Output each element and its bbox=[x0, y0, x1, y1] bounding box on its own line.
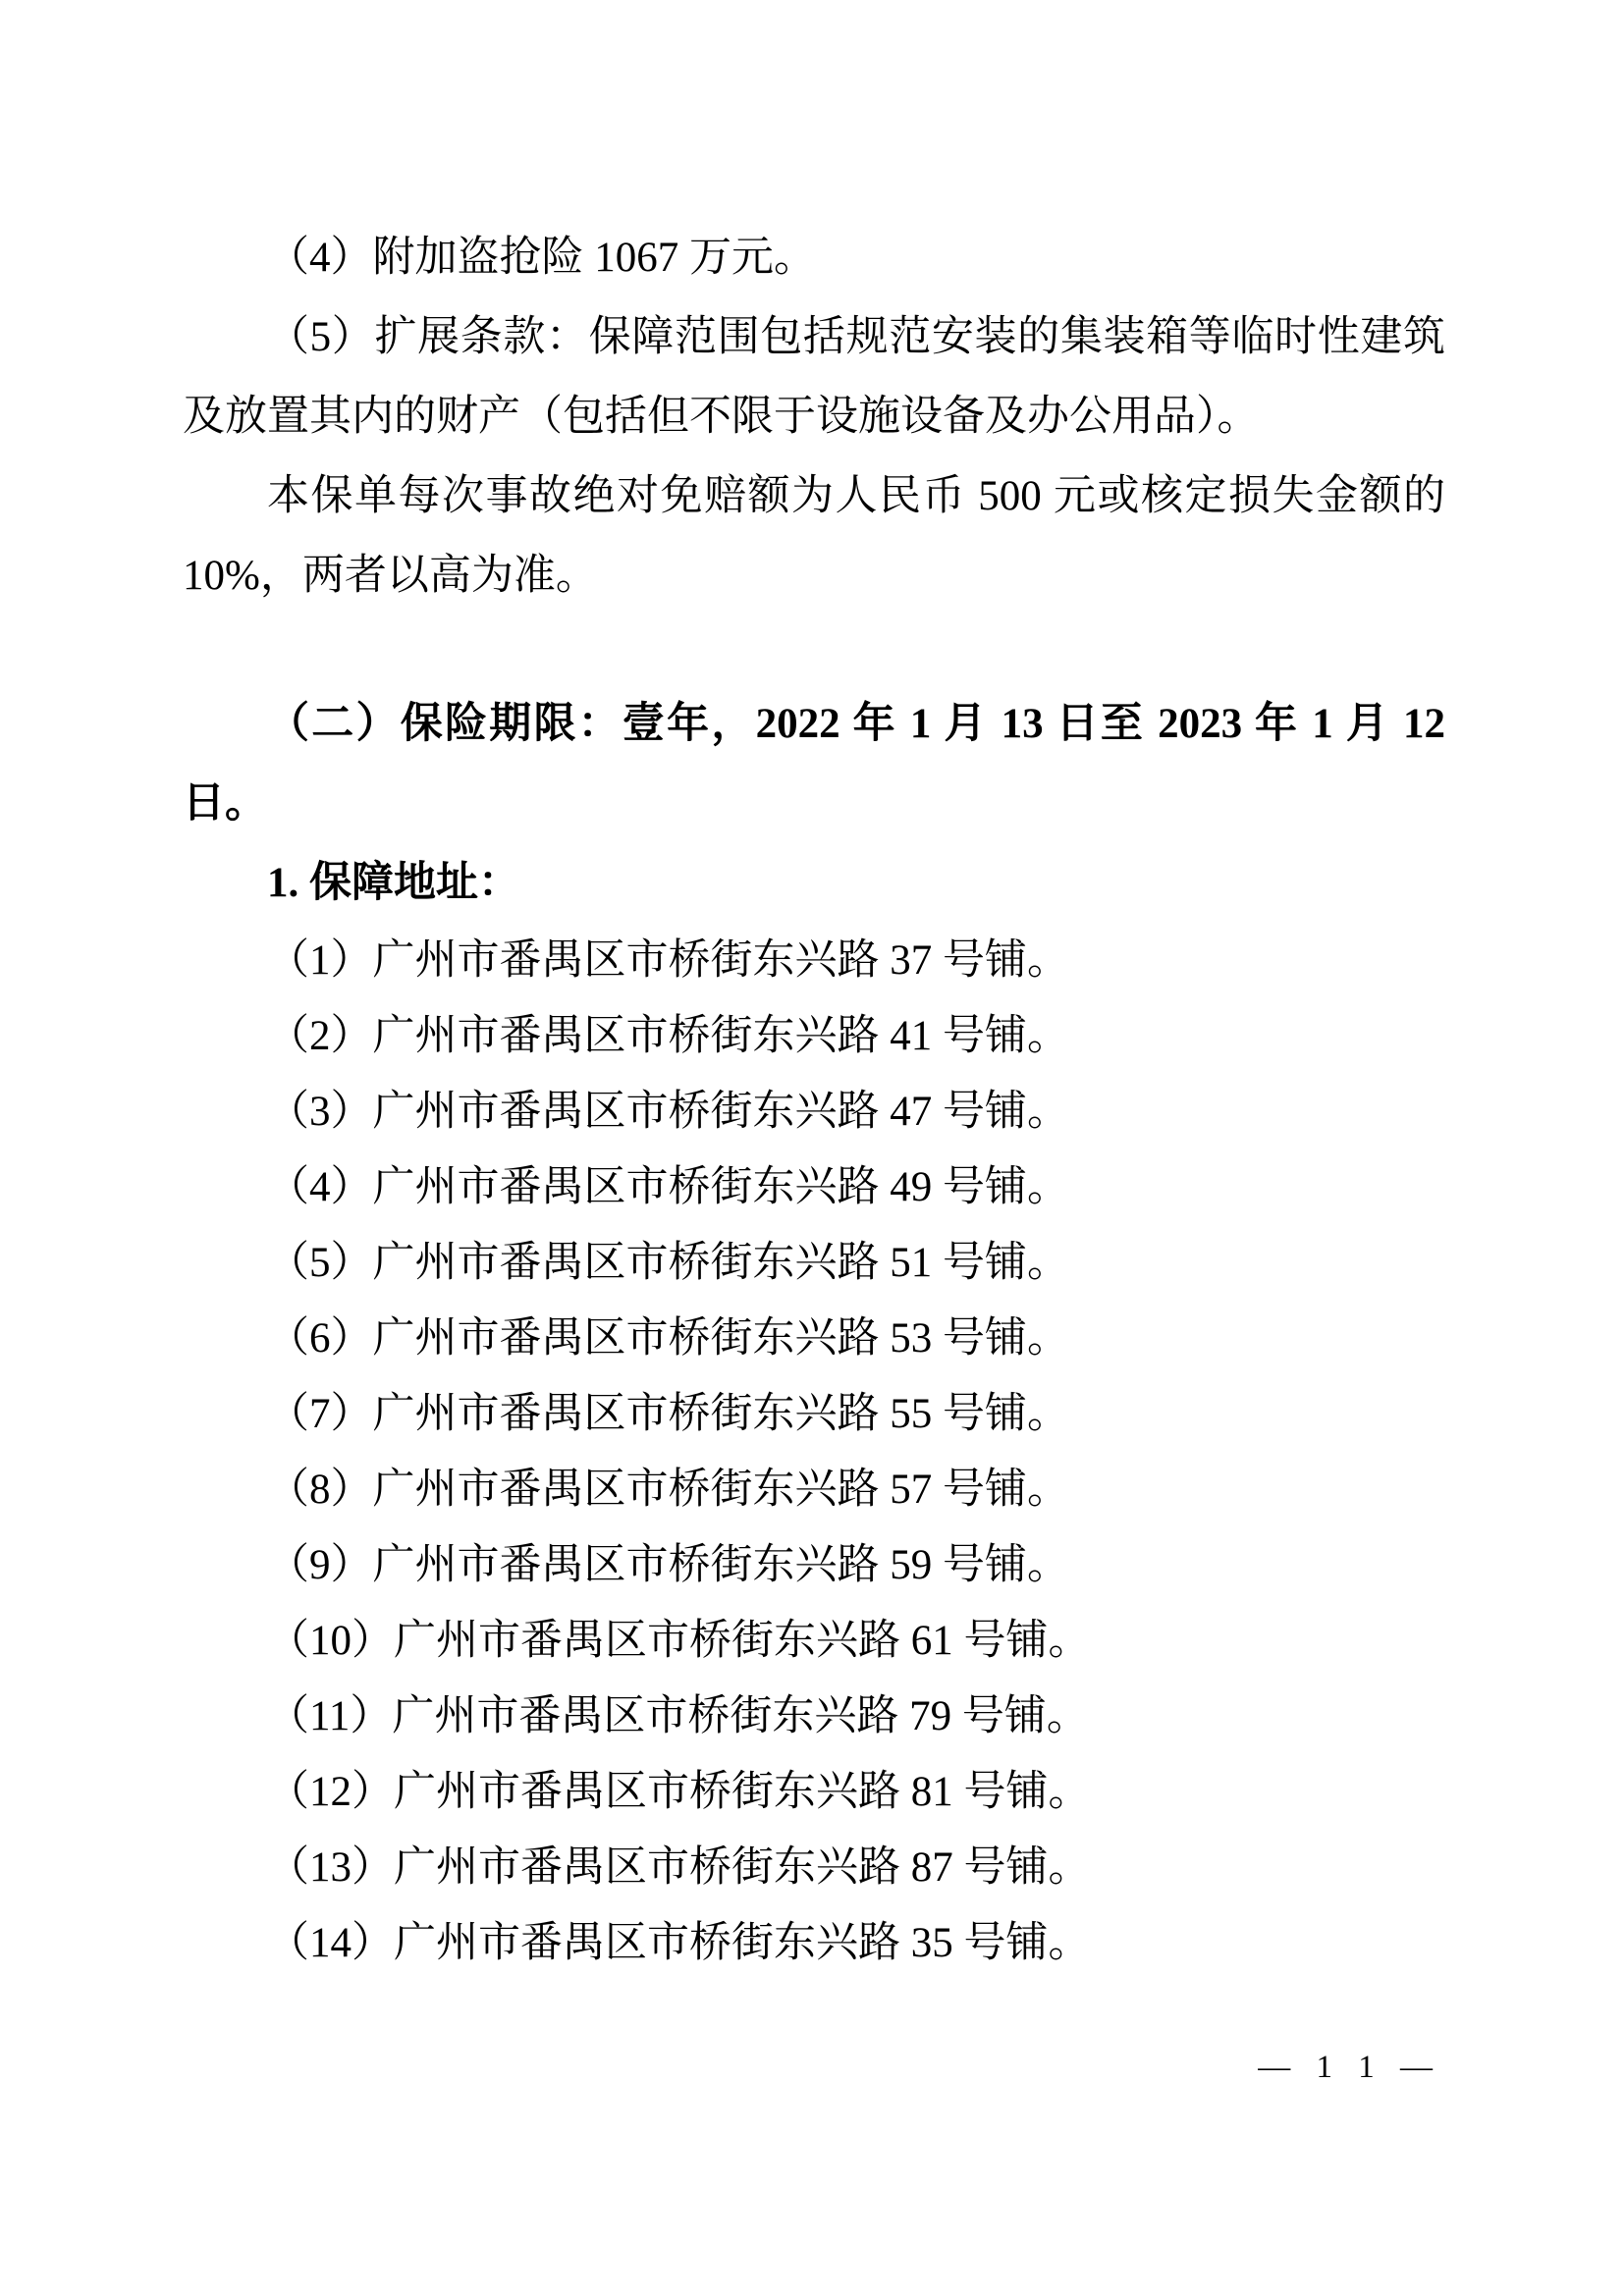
address-item-14: （14）广州市番禺区市桥街东兴路 35 号铺。 bbox=[267, 1920, 1091, 1966]
address-item-11: （11）广州市番禺区市桥街东兴路 79 号铺。 bbox=[267, 1693, 1089, 1739]
address-item-3: （3）广州市番禺区市桥街东兴路 47 号铺。 bbox=[267, 1089, 1069, 1135]
address-item-9: （9）广州市番禺区市桥街东兴路 59 号铺。 bbox=[267, 1542, 1069, 1588]
address-item-10: （10）广州市番禺区市桥街东兴路 61 号铺。 bbox=[267, 1618, 1091, 1664]
address-item-5: （5）广州市番禺区市桥街东兴路 51 号铺。 bbox=[267, 1240, 1069, 1286]
deductible-line-1: 本保单每次事故绝对免赔额为人民币 500 元或核定损失金额的 bbox=[267, 473, 1445, 519]
address-item-2: （2）广州市番禺区市桥街东兴路 41 号铺。 bbox=[267, 1013, 1069, 1059]
page-number: — 1 1 — bbox=[1258, 2050, 1441, 2085]
address-item-4: （4）广州市番禺区市桥街东兴路 49 号铺。 bbox=[267, 1164, 1069, 1210]
address-item-7: （7）广州市番禺区市桥街东兴路 55 号铺。 bbox=[267, 1391, 1069, 1437]
deductible-line-2: 10%，两者以高为准。 bbox=[183, 553, 598, 599]
address-item-1: （1）广州市番禺区市桥街东兴路 37 号铺。 bbox=[267, 937, 1069, 984]
insurance-period-label: （二）保险期限：壹年， bbox=[267, 701, 756, 747]
clause-5-extension-line-2: 及放置其内的财产（包括但不限于设施设备及办公用品）。 bbox=[183, 394, 1260, 440]
address-section-heading: 1. 保障地址： bbox=[267, 860, 520, 906]
address-item-12: （12）广州市番禺区市桥街东兴路 81 号铺。 bbox=[267, 1769, 1091, 1815]
insurance-period-line-2: 日。 bbox=[183, 780, 267, 827]
insurance-period-line-1 bbox=[183, 684, 1445, 764]
address-item-6: （6）广州市番禺区市桥街东兴路 53 号铺。 bbox=[267, 1315, 1069, 1362]
blank-line-spacer bbox=[183, 615, 1445, 684]
clause-4-theft-rider-line: （4）附加盗抢险 1067 万元。 bbox=[267, 235, 816, 281]
address-item-8: （8）广州市番禺区市桥街东兴路 57 号铺。 bbox=[267, 1467, 1069, 1513]
clause-5-extension-line-1: （5）扩展条款：保障范围包括规范安装的集装箱等临时性建筑 bbox=[267, 314, 1445, 360]
insurance-period-dates: 2022 年 1 月 13 日至 2023 年 1 月 12 bbox=[755, 701, 1446, 747]
address-item-13: （13）广州市番禺区市桥街东兴路 87 号铺。 bbox=[267, 1844, 1091, 1891]
document-body bbox=[183, 218, 1445, 1981]
